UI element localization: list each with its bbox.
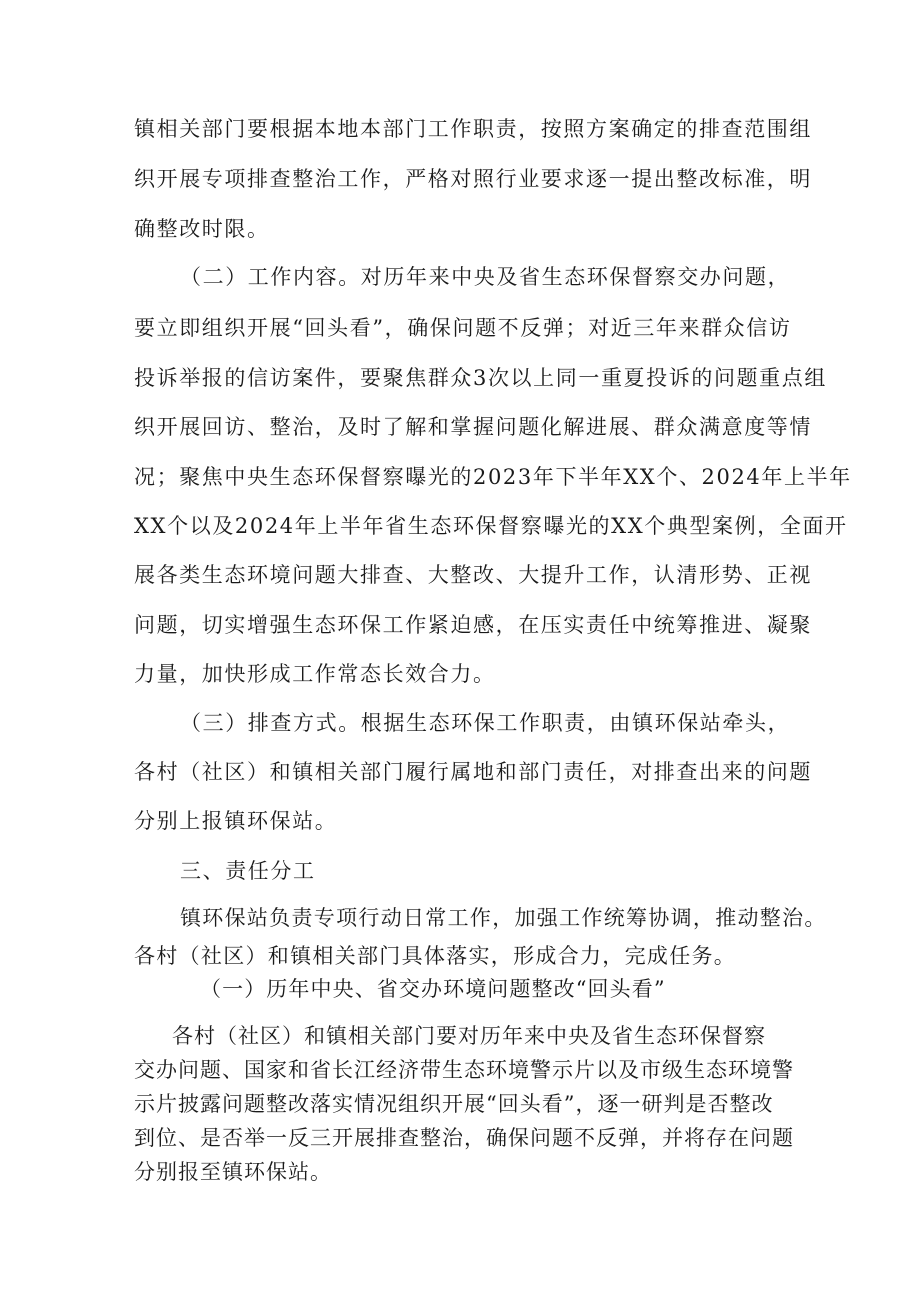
- text-line: 示片披露问题整改落实情况组织开展“回头看”，逐一研判是否整改: [134, 1092, 774, 1116]
- text-line: 分别报至镇环保站。: [134, 1160, 332, 1184]
- text-line: 各村（社区）和镇相关部门要对历年来中央及省生态环保督察: [172, 1024, 766, 1048]
- text-line: 镇相关部门要根据本地本部门工作职责，按照方案确定的排查范围组: [134, 117, 812, 141]
- text-line: 各村（社区）和镇相关部门具体落实，形成合力，完成任务。: [134, 944, 737, 968]
- text-line: 投诉举报的信访案件，要聚焦群众3次以上同一重夏投诉的问题重点组: [134, 366, 827, 390]
- text-line: 各村（社区）和镇相关部门履行属地和部门责任，对排查出来的问题: [134, 760, 812, 784]
- section-heading: 三、责任分工: [180, 859, 316, 883]
- text-line: XX个以及2024年上半年省生态环保督察曝光的XX个典型案例，全面开: [134, 514, 848, 538]
- text-line: （三）排查方式。根据生态环保工作职责，由镇环保站牵头，: [180, 711, 791, 735]
- text-line: 力量，加快形成工作常态长效合力。: [134, 662, 496, 686]
- text-line: 问题，切实增强生态环保工作紧迫感，在压实责任中统筹推进、凝聚: [134, 613, 812, 637]
- text-line: （二）工作内容。对历年来中央及省生态环保督察交办问题，: [180, 265, 791, 289]
- text-line: 分别上报镇环保站。: [134, 809, 338, 833]
- text-line: 要立即组织开展“回头看”，确保问题不反弹；对近三年来群众信访: [134, 316, 792, 340]
- text-line: 织开展专项排查整治工作，严格对照行业要求逐一提出整改标准，明: [134, 167, 812, 191]
- text-line: 况；聚焦中央生态环保督察曝光的2023年下半年XX个、2024年上半年: [134, 465, 852, 489]
- subsection-heading: （一）历年中央、省交办环境问题整改“回头看”: [200, 977, 666, 1001]
- text-line: 交办问题、国家和省长江经济带生态环境警示片以及市级生态环境警: [134, 1058, 794, 1082]
- text-line: 展各类生态环境问题大排查、大整改、大提升工作，认清形势、正视: [134, 563, 812, 587]
- text-line: 织开展回访、整治，及时了解和掌握问题化解进展、群众满意度等情: [134, 415, 812, 439]
- text-line: 镇环保站负责专项行动日常工作，加强工作统筹协调，推动整治。: [180, 906, 827, 930]
- text-line: 到位、是否举一反三开展排查整治，确保问题不反弹，并将存在问题: [134, 1126, 794, 1150]
- text-line: 确整改时限。: [134, 217, 270, 241]
